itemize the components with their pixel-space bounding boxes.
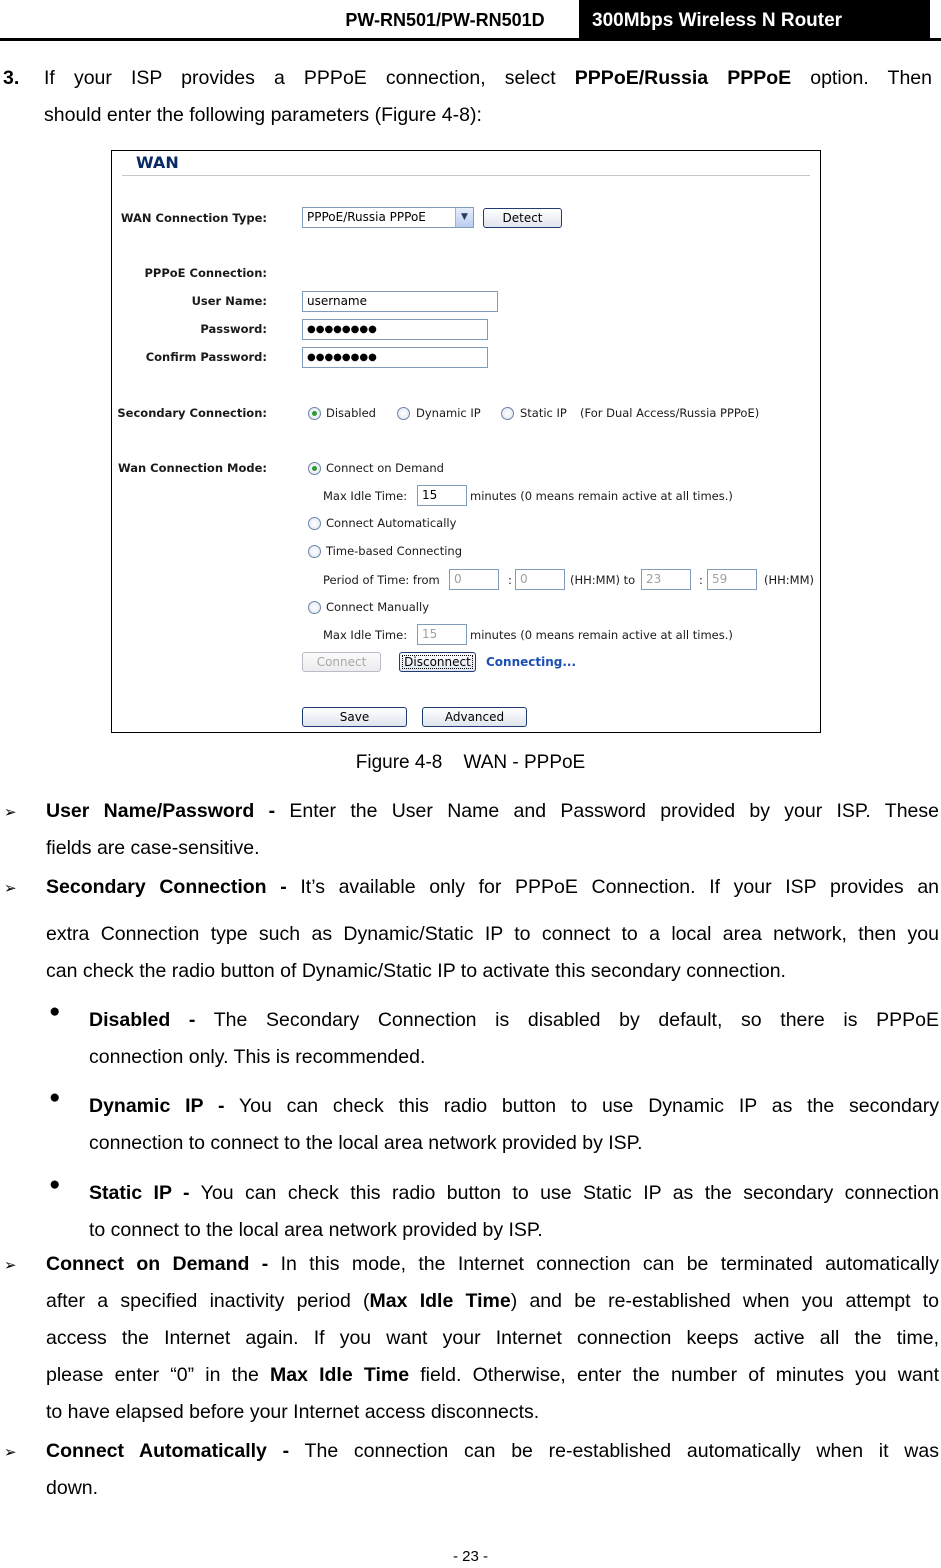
wan-type-select[interactable] [302,207,474,228]
demand-line-5: to have elapsed before your Internet access disconnects. [46,1401,540,1423]
page-header [0,0,941,42]
dynamic-line-2: connection to connect to the local area network provided by ISP. [89,1132,643,1154]
save-button[interactable]: Save [302,707,407,727]
password-label: Password: [200,322,267,336]
period-mid-label: (HH:MM) to [570,573,636,587]
period-to-hour-input[interactable]: 23 [641,569,691,590]
secondary-note: (For Dual Access/Russia PPPoE) [580,406,760,420]
chevron-down-icon: ▼ [455,208,473,227]
mode-on-demand-radio[interactable] [308,462,321,475]
intro-line-1: If your ISP provides a PPPoE connection, select PPPoE/Russia PPPoE option. Then [44,67,932,89]
demand-line-2: after a specified inactivity period (Max Idle Time) and be re-established when you attempt to [46,1290,939,1312]
period-end-label: (HH:MM) [764,573,814,587]
user-password-line-1: User Name/Password - Enter the User Name and Password provided by your ISP. These [46,800,939,822]
dot-bullet-icon: ● [49,1001,61,1022]
static-line-2: to connect to the local area network provided by ISP. [89,1219,543,1241]
demand-line-4: please enter “0” in the Max Idle Time field. Otherwise, enter the number of minutes you want [46,1364,939,1386]
static-line-1: Static IP - You can check this radio button to use Static IP as the secondary connection [89,1182,939,1204]
arrow-bullet-icon: ➢ [4,1444,17,1461]
dynamic-line-1: Dynamic IP - You can check this radio button to use Dynamic IP as the secondary [89,1095,939,1117]
secondary-disabled-label: Disabled [326,406,376,420]
disconnect-button[interactable]: Disconnect [399,652,476,672]
period-colon-2: : [699,573,703,587]
advanced-button[interactable]: Advanced [422,707,527,727]
secondary-connection-label: Secondary Connection: [117,406,267,420]
secondary-dynamic-radio[interactable] [397,407,410,420]
confirm-password-label: Confirm Password: [145,350,267,364]
period-colon-1: : [508,573,512,587]
password-input[interactable]: ●●●●●●●● [302,319,488,340]
disabled-line-1: Disabled - The Secondary Connection is disabled by default, so there is PPPoE [89,1009,939,1031]
arrow-bullet-icon: ➢ [4,1257,17,1274]
detect-button[interactable]: Detect [483,208,562,228]
period-label: Period of Time: from [323,573,440,587]
wan-settings-figure [111,150,821,733]
mode-auto-radio[interactable] [308,517,321,530]
figure-caption: Figure 4-8 WAN - PPPoE [355,752,586,773]
secondary-line-3: can check the radio button of Dynamic/Static IP to activate this secondary connection. [46,960,786,982]
arrow-bullet-icon: ➢ [4,880,17,897]
connection-status: Connecting... [486,655,577,669]
auto-line-1: Connect Automatically - The connection can be re-established automatically when it was [46,1440,939,1462]
period-to-minute-input[interactable]: 59 [707,569,757,590]
user-password-line-2: fields are case-sensitive. [46,837,260,859]
figure-heading: WAN [136,153,179,172]
secondary-static-radio[interactable] [501,407,514,420]
secondary-line-2: extra Connection type such as Dynamic/Static IP to connect to a local area network, then you [46,923,939,945]
mode-time-label: Time-based Connecting [326,544,462,558]
max-idle-note-manual: minutes (0 means remain active at all times.) [470,628,733,642]
header-model: PW-RN501/PW-RN501D [345,10,545,30]
wan-connection-mode-label: Wan Connection Mode: [117,461,267,475]
period-from-minute-input[interactable]: 0 [515,569,565,590]
secondary-line-1: Secondary Connection - It’s available only for PPPoE Connection. If your ISP provides an [46,876,940,898]
step-number: 3. [3,67,20,89]
secondary-dynamic-label: Dynamic IP [416,406,481,420]
mode-manual-label: Connect Manually [326,600,429,614]
arrow-bullet-icon: ➢ [4,804,17,821]
mode-manual-radio[interactable] [308,601,321,614]
wan-type-value: PPPoE/Russia PPPoE [307,210,426,224]
connect-button[interactable]: Connect [302,652,381,672]
disabled-line-2: connection only. This is recommended. [89,1046,426,1068]
wan-type-label: WAN Connection Type: [120,211,267,225]
dot-bullet-icon: ● [49,1174,61,1195]
figure-divider [122,175,810,176]
pppoe-connection-label: PPPoE Connection: [144,266,267,280]
demand-line-3: access the Internet again. If you want your Internet connection keeps active all the time, [46,1327,939,1349]
demand-line-1: Connect on Demand - In this mode, the Internet connection can be terminated automatically [46,1253,939,1275]
auto-line-2: down. [46,1477,99,1499]
period-from-hour-input[interactable]: 0 [449,569,499,590]
username-input[interactable]: username [302,291,498,312]
mode-auto-label: Connect Automatically [326,516,457,530]
mode-time-radio[interactable] [308,545,321,558]
confirm-password-input[interactable]: ●●●●●●●● [302,347,488,368]
max-idle-note: minutes (0 means remain active at all times.) [470,489,733,503]
page-number: - 23 - [452,1548,488,1565]
max-idle-label: Max Idle Time: [323,489,408,503]
max-idle-label-manual: Max Idle Time: [323,628,408,642]
header-product: 300Mbps Wireless N Router [579,0,930,40]
secondary-static-label: Static IP [520,406,567,420]
intro-line-2: should enter the following parameters (Figure 4-8): [44,104,482,126]
header-rule [0,38,941,41]
username-label: User Name: [191,294,267,308]
dot-bullet-icon: ● [49,1087,61,1108]
secondary-disabled-radio[interactable] [308,407,321,420]
max-idle-input[interactable]: 15 [417,485,467,506]
mode-on-demand-label: Connect on Demand [326,461,444,475]
max-idle-input-manual[interactable]: 15 [417,624,467,645]
